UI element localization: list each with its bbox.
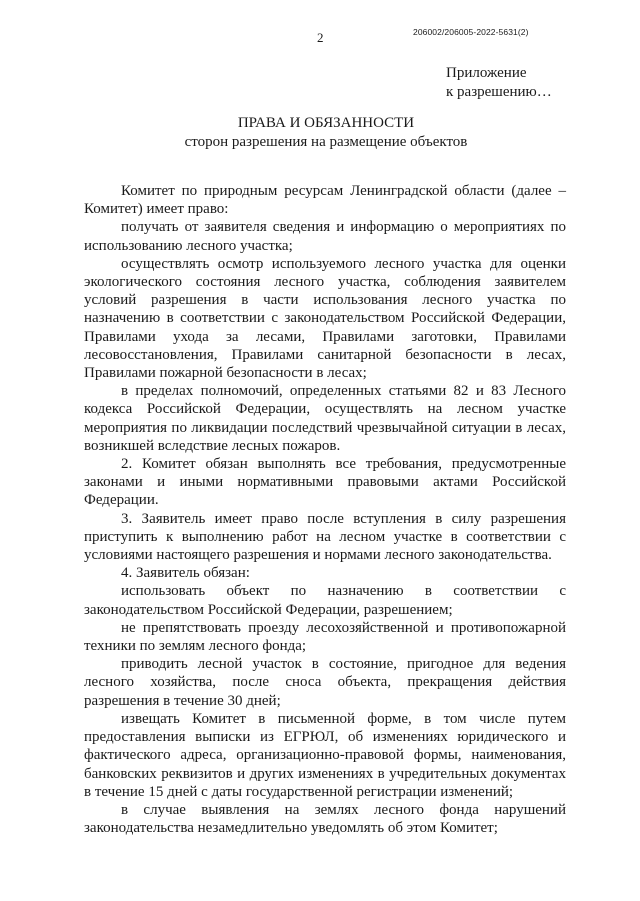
appendix-line-1: Приложение — [446, 65, 527, 81]
paragraph-receive-info: получать от заявителя сведения и информацию о мероприятиях по использованию лесного участка; — [84, 219, 566, 254]
title-subheading: сторон разрешения на размещение объектов — [184, 134, 468, 150]
paragraph-inspection: осуществлять осмотр используемого лесного участка для оценки экологического состояния лесного участка, соблюдения заявителем условий разрешения в части использования лесного участка по назначению в соответствии с законодательством Российской Федерации, Правилами ухода за лесами, Правилами заготовки, Правилами лесовосстановления, Правилами санитарной безопасности в лесах, Правилами пожарной безопасности в лесах; — [84, 255, 566, 382]
appendix-note — [446, 64, 552, 102]
paragraph-restore-plot: приводить лесной участок в состояние, пригодное для ведения лесного хозяйства, после сноса объекта, прекращения действия разрешения в течение 30 дней; — [84, 656, 566, 709]
paragraph-applicant-obligations: 4. Заявитель обязан: — [121, 565, 250, 582]
document-id: 206002/206005-2022-5631(2) — [413, 27, 529, 37]
appendix-line-2: к разрешению… — [446, 84, 552, 100]
page-number: 2 — [317, 30, 324, 45]
paragraph-committee-obligations: 2. Комитет обязан выполнять все требования, предусмотренные законами и иными нормативными правовыми актами Российской Федерации. — [84, 456, 566, 509]
paragraph-emergency-measures: в пределах полномочий, определенных статьями 82 и 83 Лесного кодекса Российской Федерации, осуществлять на лесном участке мероприятия по ликвидации последствий чрезвычайной ситуации в лесах, возникшей вследствие лесных пожаров. — [84, 383, 566, 454]
paragraph-committee-rights: Комитет по природным ресурсам Ленинградской области (далее – Комитет) имеет право: — [84, 183, 566, 218]
paragraph-report-violations: в случае выявления на землях лесного фонда нарушений законодательства незамедлительно уведомлять об этом Комитет; — [84, 801, 566, 837]
paragraph-use-object: использовать объект по назначению в соответствии с законодательством Российской Федерации, разрешением; — [84, 583, 566, 618]
document-title — [0, 114, 640, 152]
paragraph-notify-changes: извещать Комитет в письменной форме, в том числе путем предоставления выписки из ЕГРЮЛ, об изменениях юридического и фактического адреса, организационно-правовой формы, наименования, банковских реквизитов и других изменениях в учредительных документах в течение 15 дней с даты государственной регистрации изменений; — [84, 710, 566, 800]
document-body — [84, 182, 566, 837]
paragraph-no-obstruction: не препятствовать проезду лесохозяйственной и противопожарной техники по землям лесного фонда; — [84, 619, 566, 655]
paragraph-applicant-rights: 3. Заявитель имеет право после вступления в силу разрешения приступить к выполнению работ на лесном участке в соответствии с условиями настоящего разрешения и нормами лесного законодательства. — [84, 510, 566, 564]
title-heading: ПРАВА И ОБЯЗАННОСТИ — [237, 115, 415, 131]
